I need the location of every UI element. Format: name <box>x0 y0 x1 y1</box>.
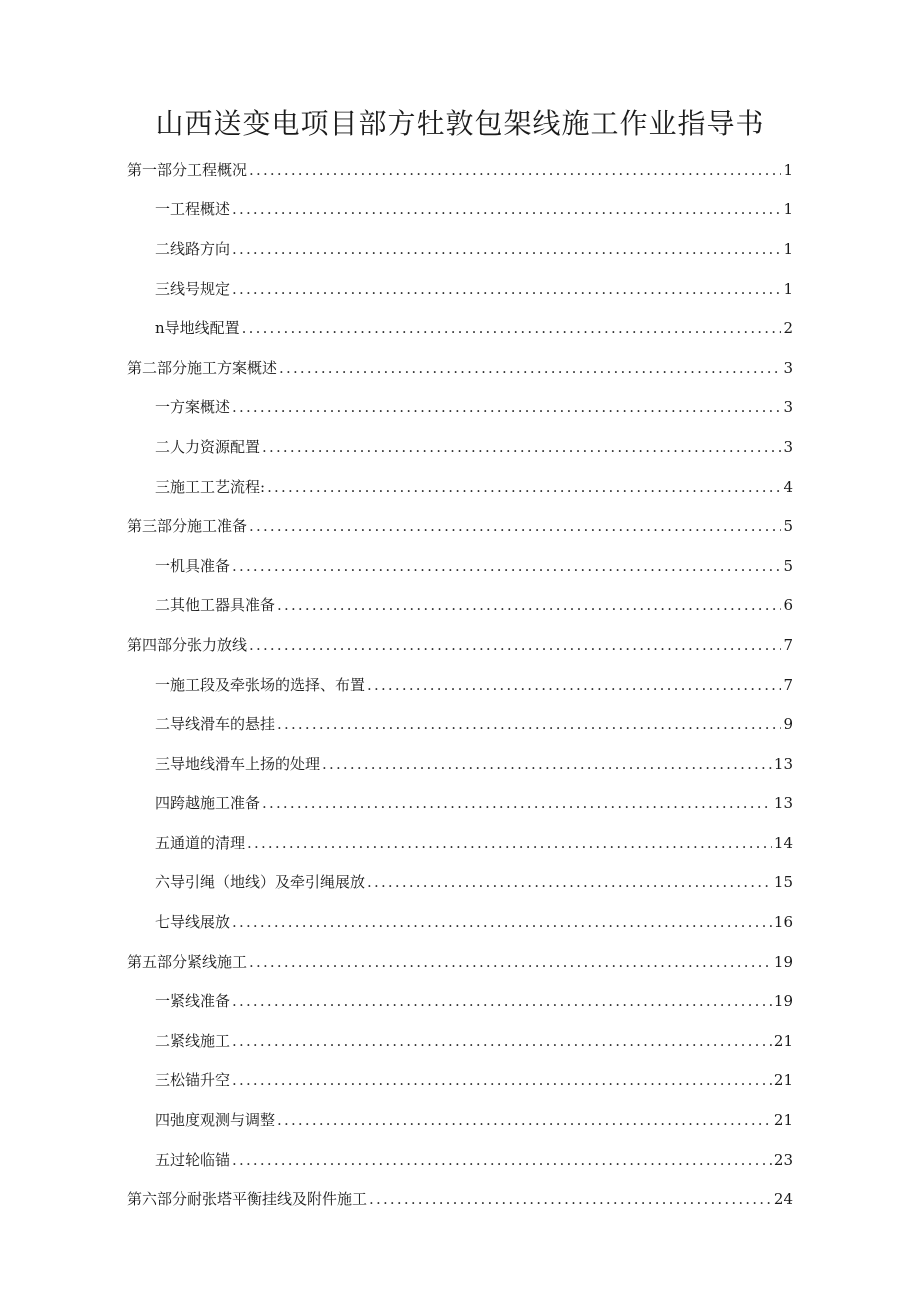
toc-entry-page-number: 19 <box>773 952 793 971</box>
toc-entry-page-number: 7 <box>783 675 793 694</box>
toc-dot-leader <box>262 437 781 457</box>
toc-entry-page-number: 21 <box>773 1071 793 1090</box>
toc-entry[interactable] <box>127 190 793 230</box>
toc-entry[interactable] <box>127 348 793 388</box>
toc-entry-page-number: 13 <box>773 754 793 773</box>
toc-entry[interactable] <box>127 308 793 348</box>
toc-entry-label: 六导引绳（地线）及牵引绳展放 <box>155 873 366 892</box>
toc-entry-label: 三线号规定 <box>155 279 231 298</box>
toc-entry[interactable] <box>127 388 793 428</box>
toc-entry-page-number: 7 <box>783 635 793 654</box>
toc-dot-leader <box>262 793 772 813</box>
toc-entry-label: 三施工工艺流程: <box>155 477 266 496</box>
toc-entry[interactable] <box>127 981 793 1021</box>
toc-dot-leader <box>277 595 781 615</box>
toc-entry[interactable] <box>127 150 793 190</box>
toc-entry-page-number: 1 <box>783 239 793 258</box>
toc-entry-page-number: 23 <box>773 1150 793 1169</box>
toc-entry-label: 二人力资源配置 <box>155 437 261 456</box>
toc-dot-leader <box>232 1070 772 1090</box>
toc-entry[interactable] <box>127 229 793 269</box>
toc-entry-page-number: 3 <box>783 437 793 456</box>
toc-dot-leader <box>367 675 781 695</box>
toc-entry[interactable] <box>127 586 793 626</box>
toc-entry-label: 二紧线施工 <box>155 1031 231 1050</box>
toc-dot-leader <box>369 1189 772 1209</box>
toc-dot-leader <box>279 358 781 378</box>
toc-dot-leader <box>267 477 781 497</box>
toc-entry-page-number: 5 <box>783 517 793 536</box>
toc-entry-page-number: 6 <box>783 596 793 615</box>
toc-entry[interactable] <box>127 784 793 824</box>
toc-entry[interactable] <box>127 823 793 863</box>
toc-entry[interactable] <box>127 427 793 467</box>
toc-entry[interactable] <box>127 902 793 942</box>
toc-entry-page-number: 4 <box>783 477 793 496</box>
toc-entry-page-number: 9 <box>783 715 793 734</box>
toc-entry-page-number: 15 <box>773 873 793 892</box>
toc-entry[interactable] <box>127 1100 793 1140</box>
toc-entry[interactable] <box>127 1140 793 1180</box>
toc-entry-label: 第二部分施工方案概述 <box>127 358 278 377</box>
toc-entry-label: 一施工段及牵张场的选择、布置 <box>155 675 366 694</box>
toc-entry[interactable] <box>127 625 793 665</box>
toc-entry-page-number: 21 <box>773 1031 793 1050</box>
toc-dot-leader <box>249 635 781 655</box>
toc-entry-page-number: 3 <box>783 358 793 377</box>
toc-entry-page-number: 2 <box>783 319 793 338</box>
toc-dot-leader <box>232 279 781 299</box>
toc-entry-label: 二线路方向 <box>155 239 231 258</box>
toc-entry-label: 第四部分张力放线 <box>127 635 248 654</box>
toc-entry[interactable] <box>127 1179 793 1219</box>
toc-entry-label: 三松锚升空 <box>155 1071 231 1090</box>
toc-dot-leader <box>249 160 781 180</box>
toc-dot-leader <box>249 516 781 536</box>
toc-entry[interactable] <box>127 1061 793 1101</box>
toc-dot-leader <box>232 199 781 219</box>
toc-entry[interactable] <box>127 467 793 507</box>
toc-dot-leader <box>232 239 781 259</box>
toc-entry-label: 四跨越施工准备 <box>155 794 261 813</box>
document-title: 山西送变电项目部方牡敦包架线施工作业指导书 <box>155 107 765 140</box>
toc-dot-leader <box>242 318 782 338</box>
toc-entry[interactable] <box>127 665 793 705</box>
toc-entry[interactable] <box>127 744 793 784</box>
toc-entry-label: 四弛度观测与调整 <box>155 1111 276 1130</box>
toc-entry-page-number: 14 <box>773 833 793 852</box>
toc-entry-label: 三导地线滑车上扬的处理 <box>155 754 321 773</box>
toc-entry[interactable] <box>127 546 793 586</box>
toc-entry-label: 一机具准备 <box>155 556 231 575</box>
toc-entry-page-number: 1 <box>783 279 793 298</box>
toc-entry-label: 五过轮临锚 <box>155 1150 231 1169</box>
toc-entry-page-number: 5 <box>783 556 793 575</box>
toc-entry-page-number: 19 <box>773 992 793 1011</box>
toc-dot-leader <box>367 872 772 892</box>
toc-entry[interactable] <box>127 269 793 309</box>
toc-entry-page-number: 1 <box>783 160 793 179</box>
toc-entry-label: 一方案概述 <box>155 398 231 417</box>
toc-entry-label: 第五部分紧线施工 <box>127 952 248 971</box>
toc-dot-leader <box>247 833 772 853</box>
toc-dot-leader <box>232 556 781 576</box>
toc-entry-label: 五通道的清理 <box>155 833 246 852</box>
toc-entry-page-number: 3 <box>783 398 793 417</box>
toc-dot-leader <box>249 952 772 972</box>
toc-entry-label: 第三部分施工准备 <box>127 517 248 536</box>
toc-dot-leader <box>232 1150 772 1170</box>
toc-entry-label: 二导线滑车的悬挂 <box>155 715 276 734</box>
toc-entry-page-number: 1 <box>783 200 793 219</box>
toc-entry-page-number: 13 <box>773 794 793 813</box>
toc-entry-label: n导地线配置 <box>155 319 240 338</box>
toc-entry-label: 一紧线准备 <box>155 992 231 1011</box>
toc-entry[interactable] <box>127 506 793 546</box>
toc-entry-page-number: 16 <box>773 913 793 932</box>
toc-entry-label: 二其他工器具准备 <box>155 596 276 615</box>
toc-entry-label: 七导线展放 <box>155 913 231 932</box>
toc-entry[interactable] <box>127 942 793 982</box>
toc-entry-label: 第一部分工程概况 <box>127 160 248 179</box>
toc-dot-leader <box>232 912 772 932</box>
toc-entry[interactable] <box>127 863 793 903</box>
toc-dot-leader <box>277 714 781 734</box>
toc-dot-leader <box>232 397 781 417</box>
toc-dot-leader <box>232 991 772 1011</box>
toc-dot-leader <box>232 1031 772 1051</box>
toc-entry[interactable] <box>127 704 793 744</box>
toc-entry-label: 一工程概述 <box>155 200 231 219</box>
toc-entry-label: 第六部分耐张塔平衡挂线及附件施工 <box>127 1190 368 1209</box>
toc-entry-page-number: 24 <box>773 1190 793 1209</box>
toc-dot-leader <box>277 1110 772 1130</box>
toc-dot-leader <box>322 754 772 774</box>
table-of-contents <box>127 150 793 1219</box>
toc-entry-page-number: 21 <box>773 1111 793 1130</box>
toc-entry[interactable] <box>127 1021 793 1061</box>
